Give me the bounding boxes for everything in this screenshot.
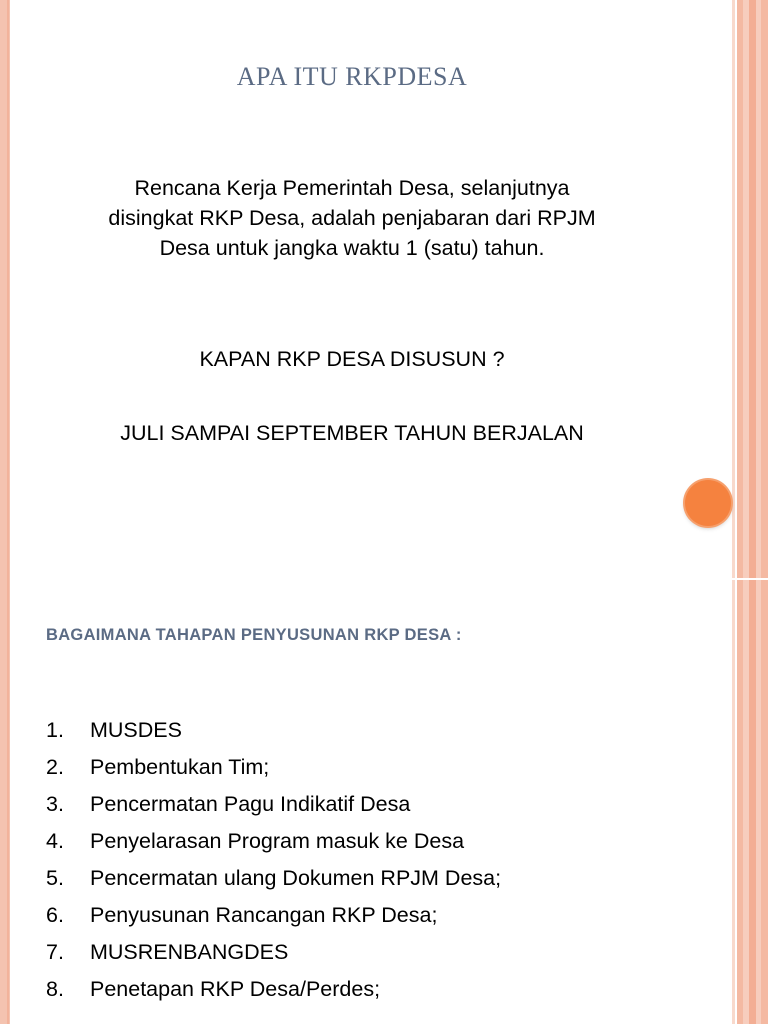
- list-item-text: Penetapan RKP Desa/Perdes;: [90, 977, 381, 1001]
- steps-list: [46, 715, 501, 1011]
- question-text: KAPAN RKP DESA DISUSUN ?: [199, 347, 505, 371]
- right-stripe-divider: [732, 578, 768, 580]
- list-item-number: 6.: [46, 903, 64, 927]
- list-item: [46, 789, 501, 826]
- slide-title: APA ITU RKPDESA: [236, 62, 468, 91]
- answer-text: JULI SAMPAI SEPTEMBER TAHUN BERJALAN: [120, 421, 584, 445]
- list-item-number: 2.: [46, 755, 64, 779]
- list-item-text: Penyelarasan Program masuk ke Desa: [90, 829, 465, 853]
- list-item-number: 8.: [46, 977, 64, 1001]
- list-item: [46, 974, 501, 1011]
- list-item-number: 4.: [46, 829, 64, 853]
- list-item-text: Pencermatan Pagu Indikatif Desa: [90, 792, 411, 816]
- definition-line: Rencana Kerja Pemerintah Desa, selanjutnya: [134, 176, 570, 200]
- orange-circle-icon: [685, 480, 731, 526]
- list-item-text: MUSDES: [90, 718, 182, 742]
- definition-line: Desa untuk jangka waktu 1 (satu) tahun.: [159, 236, 545, 260]
- list-item: [46, 937, 501, 974]
- list-item: [46, 752, 501, 789]
- list-item-number: 5.: [46, 866, 64, 890]
- list-item-text: Pembentukan Tim;: [90, 755, 270, 779]
- list-item: [46, 900, 501, 937]
- list-item-text: Pencermatan ulang Dokumen RPJM Desa;: [90, 866, 502, 890]
- list-item-number: 1.: [46, 718, 64, 742]
- list-item-number: 7.: [46, 940, 64, 964]
- definition-text: [48, 173, 656, 263]
- list-item: [46, 826, 501, 863]
- left-border-line: [7, 0, 9, 1024]
- right-stripe-decoration: [732, 0, 768, 1024]
- list-item-text: Penyusunan Rancangan RKP Desa;: [90, 903, 438, 927]
- definition-line: disingkat RKP Desa, adalah penjabaran dari RPJM: [108, 206, 596, 230]
- list-item: [46, 863, 501, 900]
- list-item-text: MUSRENBANGDES: [90, 940, 289, 964]
- section-heading: BAGAIMANA TAHAPAN PENYUSUNAN RKP DESA :: [46, 626, 462, 644]
- list-item-number: 3.: [46, 792, 64, 816]
- list-item: [46, 715, 501, 752]
